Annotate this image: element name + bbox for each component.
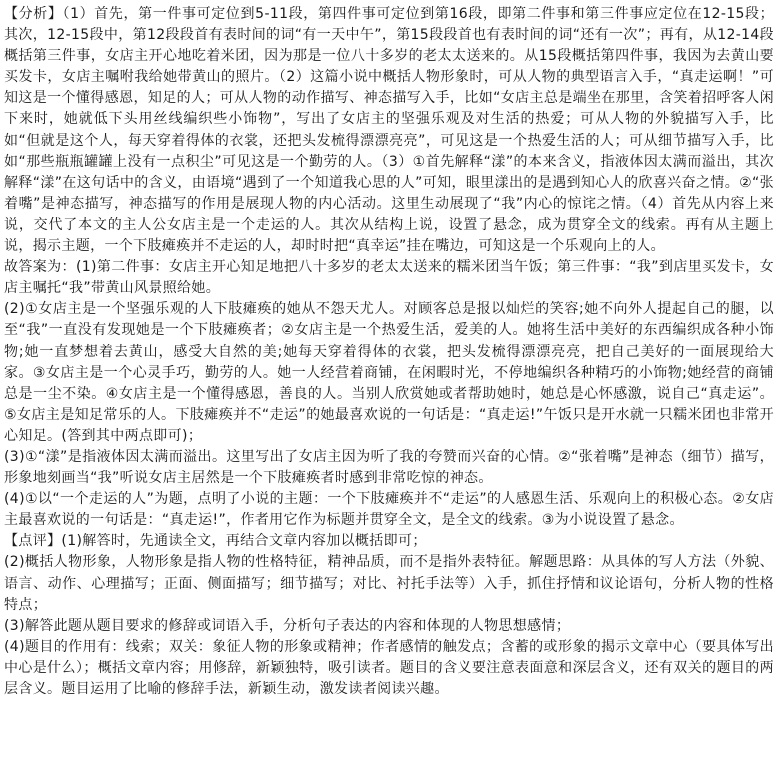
analysis-text: （1）首先，第一件事可定位到5-11段，第四件事可定位到第16段，即第二件事和第三件事应定位在12-15段；其次，12-15段中，第12段段首有表时间的词“有一天中午”，第15段段首也有表时间的词“还有一次”；再有，从12-14段概括第三件事，女店主开心地吃着米团，因为那是一位八十多岁的老太太送来的。从15段概括第四件事，我因为去黄山要买发卡，女店主嘱咐我给她带黄山的照片。（2）这篇小说中概括人物形象时，可从人物的典型语言入手，“真走运啊！”可知这是一个懂得感恩，知足的人；可从人物的动作描写、神态描写入手，比如“女店主总是端坐在那里，含笑着招呼客人闲下来时，她就低下头用丝线编织些小饰物”，写出了女店主的坚强乐观及对生活的热爱；可从人物的外貌描写入手，比如“但就是这个人，每天穿着得体的衣裳，还把头发梳得漂漂亮亮”，可见这是一个热爱生活的人；可从细节描写入手，比如“那些瓶瓶罐罐上没有一点积尘”可见这是一个勤劳的人。（3）①首先解释“漾”的本来含义，指液体因太满而溢出，其次解释“漾”在这句话中的含义，由语境“遇到了一个知道我心思的人”可知，眼里漾出的是遇到知心人的欣喜兴奋之情。②“张着嘴”是神态描写，神态描写的作用是展现人物的内心活动。这里生动展现了“我”内心的惊诧之情。（4）首先从内容上来说，交代了本文的主人公女店主是一个走运的人。其次从结构上说，设置了悬念，成为贯穿全文的线索。再有从主题上说，揭示主题，一个下肢瘫痪并不走运的人，却时时把“真幸运”挂在嘴边，可知这是一个乐观向上的人。 [4,6,775,255]
comment-part-3: (3)解答此题从题目要求的修辞或词语入手，分析句子表达的内容和体现的人物思想感情； [4,617,571,634]
answer-part-2: (2)①女店主是一个坚强乐观的人下肢瘫痪的她从不怨天尤人。对顾客总是报以灿烂的笑容;她不向外人提起自己的腿，以至“我”一直没有发现她是一个下肢瘫痪者；②女店主是一个热爱生活，爱美的人。她将生活中美好的东西编织成各种小饰物;她一直梦想着去黄山，感受大自然的美;她每天穿着得体的衣裳，把头发梳得漂漂亮亮，把自己美好的一面展现给大家。③女店主是一个心灵手巧，勤劳的人。她一人经营着商铺，在闲暇时光，不停地编织各种精巧的小饰物;她经营的商铺总是一尘不染。④女店主是一个懂得感恩，善良的人。当别人欣赏她或者帮助她时，她总是心怀感激，说自己“真走运”。⑤女店主是知足常乐的人。下肢瘫痪并不“走运”的她最喜欢说的一句话是：“真走运!”午饭只是开水就一只糯米团也非常开心知足。(答到其中两点即可)； [4,301,774,444]
comment-part-1: (1)解答时，先通读全文，再结合文章内容加以概括即可； [61,533,427,550]
comment-paragraph [4,531,774,552]
comment-part-4: (4)题目的作用有：线索；双关：象征人物的形象或精神；作者感情的触发点；含蓄的或形象的揭示文章中心（要具体写出中心是什么）；概括文章内容；用修辞，新颖独特，吸引读者。题目的含义要注意表面意和深层含义，还有双关的题目的两层含义。题目运用了比喻的修辞手法，新颖生动，激发读者阅读兴趣。 [4,638,774,697]
analysis-label: 【分析】 [4,6,63,22]
comment-label: 【点评】 [4,533,62,550]
answer-intro: 故答案为：(1)第二件事：女店主开心知足地把八十多岁的老太太送来的糯米团当午饭；第三件事：“我”到店里买发卡，女店主嘱托“我”带黄山风景照给她。 [4,259,774,297]
answer-part-3: (3)①“漾”是指液体因太满而溢出。这里写出了女店主因为听了我的夸赞而兴奋的心情。②“张着嘴”是神态（细节）描写，形象地刻画当“我”听说女店主居然是一个下肢瘫痪者时感到非常吃惊的神态。 [4,448,774,487]
comment-part-2: (2)概括人物形象，人物形象是指人物的性格特征，精神品质，而不是指外表特征。解题思路：从具体的写人方法（外貌、语言、动作、心理描写；正面、侧面描写；细节描写；对比、衬托手法等）入手，抓住抒情和议论语句，分析人物的性格特点； [4,554,774,613]
analysis-paragraph [4,4,774,257]
answer-part-4: (4)①以“一个走运的人”为题，点明了小说的主题：一个下肢瘫痪并不“走运”的人感恩生活、乐观向上的积极心态。②女店主最喜欢说的一句话是：“真走运!”，作者用它作为标题并贯穿全文，是全文的线索。③为小说设置了悬念。 [4,491,774,529]
